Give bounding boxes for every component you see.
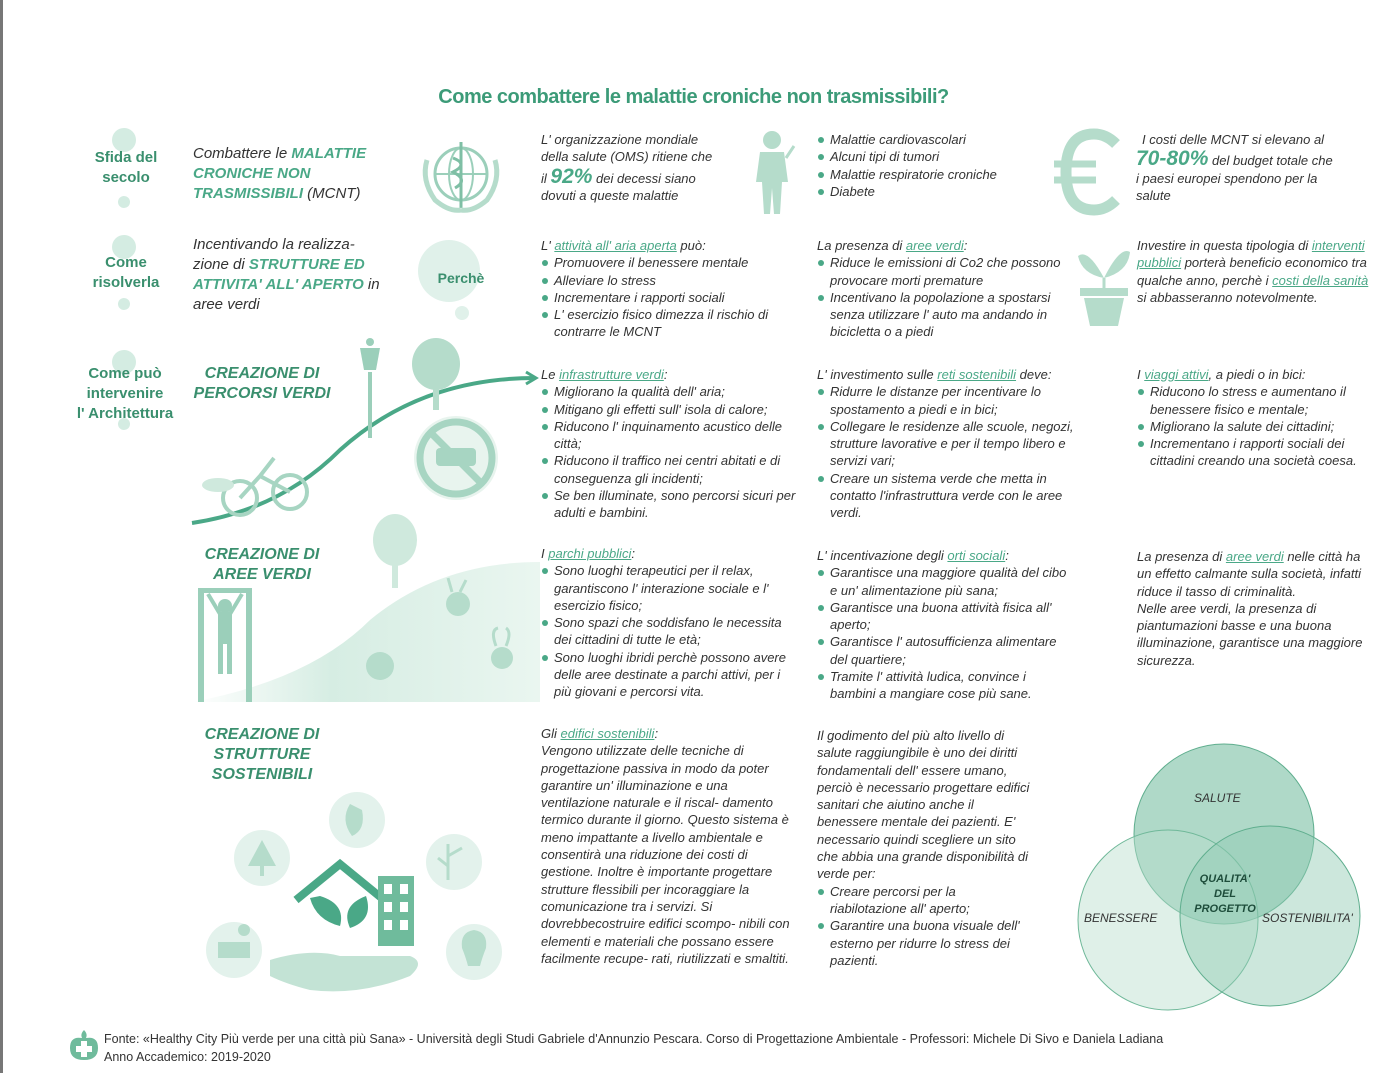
intro-text: Combattere le <box>193 145 292 162</box>
list-item: Garantisce una maggiore qualità del cibo e un' alimentazione più sana; <box>817 564 1067 599</box>
row3-heading: CREAZIONE DI PERCORSI VERDI <box>193 365 331 402</box>
list-item: Creare percorsi per la riabilotazione all' aperto; <box>817 883 1032 918</box>
text-part: , a piedi o in bici: <box>1208 367 1306 382</box>
footer <box>104 1030 1374 1066</box>
list-item: Incentivano la popolazione a spostarsi senza utilizzare l' auto ma andando in bicicletta o a piedi <box>817 289 1067 341</box>
list-item: Riducono l' inquinamento acustico delle città; <box>541 418 801 453</box>
highlight-term: attività all' aria aperta <box>554 238 677 253</box>
stage-line: Sfida del <box>94 149 158 166</box>
text-part: porterà beneficio economico tra qualche anno, perchè i <box>1137 255 1367 288</box>
list-item: Sono luoghi terapeutici per il relax, garantiscono l' interazione sociale e l' esercizio fisico; <box>541 562 799 614</box>
row2-intro <box>193 235 393 315</box>
footer-year: Anno Accademico: 2019-2020 <box>104 1050 271 1064</box>
text-part: L' <box>541 238 555 253</box>
perche-label: Perchè <box>437 270 485 286</box>
row2-col1 <box>541 237 801 341</box>
row2-col3 <box>1137 237 1369 306</box>
list-item: Tramite l' attività ludica, convince i bambini a mangiare cose più sane. <box>817 668 1067 703</box>
venn-center-line: DEL <box>1214 888 1236 900</box>
oms-emblem-icon <box>413 130 509 216</box>
highlight-term: costi della sanità <box>1272 272 1369 288</box>
venn-label-right: SOSTENIBILITA' <box>1262 911 1353 925</box>
stage-architettura <box>66 364 184 424</box>
aree-verdi-illustration <box>190 510 540 706</box>
venn-label-left: BENESSERE <box>1084 911 1158 925</box>
row3-col1 <box>541 366 801 522</box>
text-part: La presenza di <box>1137 549 1226 564</box>
text-line: I costi delle MCNT si elevano al <box>1142 132 1325 147</box>
bubble-deco <box>118 196 130 208</box>
list-item: Promuovere il benessere mentale <box>541 254 801 271</box>
left-border <box>0 0 3 1073</box>
text-line: L' organizzazione mondiale <box>541 132 699 147</box>
row5-heading: CREAZIONE DI STRUTTURE SOSTENIBILI <box>204 726 320 783</box>
euro-icon <box>1050 128 1130 216</box>
list-item: Sono luoghi ibridi perchè possono avere delle aree destinate a parchi attivi, per i più giovani e percorsi vita. <box>541 649 799 701</box>
intro-text: (MCNT) <box>303 185 361 202</box>
text-part: si abbasseranno notevolmente. <box>1137 289 1318 305</box>
text-part: può: <box>676 238 706 253</box>
intro-text: Incentivando la realizza- zione di <box>193 236 355 273</box>
stage-line: Come può <box>88 365 162 382</box>
row5-col2 <box>817 727 1032 969</box>
intro-bold: MALATTIE CRONICHE NON TRASMISSIBILI <box>193 145 367 202</box>
list-item: Riduce le emissioni di Co2 che possono provocare morti premature <box>817 254 1067 289</box>
text-part: Gli <box>541 726 561 741</box>
row2-col2 <box>817 237 1067 341</box>
list-item: Creare un sistema verde che metta in contatto l'infrastruttura verde con le aree verdi. <box>817 470 1079 522</box>
plant-pot-icon <box>1076 238 1132 328</box>
no-car-icon <box>414 416 498 500</box>
stage-line: l' Architettura <box>76 405 174 422</box>
list-item: Se ben illuminate, sono percorsi sicuri per adulti e bambini. <box>541 487 801 522</box>
list-item: Alleviare lo stress <box>541 272 801 289</box>
text-part: Investire in questa tipologia di <box>1137 238 1312 253</box>
row1-oms <box>541 131 761 204</box>
list-item: Mitigano gli effetti sull' isola di calore; <box>541 401 801 418</box>
highlight-term: reti sostenibili <box>937 367 1017 382</box>
list-item: Riducono lo stress e aumentano il benessere fisico e mentale; <box>1137 383 1369 418</box>
list-item: Incrementare i rapporti sociali <box>541 289 801 306</box>
row1-intro <box>193 144 403 204</box>
text-part: dei decessi siano <box>592 170 696 186</box>
highlight-term: aree verdi <box>1225 549 1284 564</box>
venn-label-center <box>1180 872 1270 917</box>
row4-col1 <box>541 545 799 701</box>
stage-line: secolo <box>102 169 150 186</box>
row4-col2 <box>817 547 1067 703</box>
list-item: Ridurre le distanze per incentivare lo spostamento a piedi e in bici; <box>817 383 1079 418</box>
venn-label-top: SALUTE <box>1194 791 1241 805</box>
highlight-term: edifici sostenibili <box>560 726 655 741</box>
stage-come <box>70 253 182 293</box>
bubble-deco <box>118 298 130 310</box>
row3-col3 <box>1137 366 1369 470</box>
percorsi-illustration <box>190 330 540 530</box>
text-part: nelle città ha un effetto calmante sulla società, infatti riduce il tasso di criminalità. <box>1137 549 1362 599</box>
disease-item: Malattie respiratorie croniche <box>817 166 1047 183</box>
footer-source: Fonte: «Healthy City Più verde per una città più Sana» - Università degli Studi Gabriele d'Annunzio Pescara. Corso di Progettazione Ambientale - Professori: Michele Di Sivo e Daniela Ladiana <box>104 1032 1164 1046</box>
disease-item: Diabete <box>817 183 1047 200</box>
human-silhouette-icon <box>752 128 798 216</box>
highlight-term: infrastrutture verdi <box>559 367 664 382</box>
eco-house-icon <box>270 864 418 991</box>
stage-line: Come <box>105 254 147 271</box>
highlight-term: parchi pubblici <box>548 546 632 561</box>
row1-costs <box>1136 131 1376 204</box>
list-item: L' esercizio fisico dimezza il rischio di contrarre le MCNT <box>541 306 801 341</box>
text-part: il <box>541 170 551 186</box>
bubble-deco <box>455 306 469 320</box>
row5-col1 <box>541 725 791 967</box>
list-item: Garantire una buona visuale dell' esterno per ridurre lo stress dei pazienti. <box>817 917 1032 969</box>
disease-item: Alcuni tipi di tumori <box>817 148 1047 165</box>
row1-diseases <box>817 131 1047 200</box>
sustainable-illustration <box>190 780 530 1005</box>
text-part: : <box>654 726 659 741</box>
text-part: : <box>1005 548 1009 563</box>
exercise-person-icon <box>198 588 252 702</box>
list-item: Riducono il traffico nei centri abitati e di conseguenza gli incidenti; <box>541 452 801 487</box>
stage-line: risolverla <box>92 274 160 291</box>
text-line: della salute (OMS) ritiene che <box>541 149 713 165</box>
highlight-term: aree verdi <box>905 238 964 253</box>
text-part: Le <box>541 367 560 382</box>
text-paragraph: Vengono utilizzate delle tecniche di progettazione passiva in modo da poter garantire un' illuminazione e una ventilazione naturale e il riscal- damento termico durante il giorno. Questo sistema è meno impattante a livello ambientale e consentirà una riduzione dei costi di gestione. Inoltre è importante progettare strutture flessibili per incoraggiare la comunicazione tra i servizi. Si dovrebbecostruire edifici scompo- nibili con elementi e materiali che possano essere facilmente recupe- rati, riutilizzati e smaltiti. <box>541 743 790 966</box>
venn-center-line: PROGETTO <box>1194 903 1256 915</box>
text-line: salute <box>1136 187 1171 203</box>
list-item: Sono spazi che soddisfano le necessita dei cittadini di tutte le età; <box>541 614 799 649</box>
highlight-term: viaggi attivi <box>1144 367 1209 382</box>
page-title: Come combattere le malattie croniche non trasmissibili? <box>438 86 949 108</box>
list-item: Garantisce l' autosufficienza alimentare del quartiere; <box>817 633 1067 668</box>
stage-line: intervenire <box>86 385 164 402</box>
footer-logo-icon <box>68 1028 100 1062</box>
text-line: dovuti a queste malattie <box>541 187 679 203</box>
list-item: Migliorano la qualità dell' aria; <box>541 383 801 400</box>
disease-item: Malattie cardiovascolari <box>817 131 1047 148</box>
stage-sfida <box>70 148 182 188</box>
list-item: Collegare le residenze alle scuole, negozi, strutture lavorative e per il tempo libero e servizi vari; <box>817 418 1079 470</box>
text-part: I <box>1137 367 1145 382</box>
intro-bold: STRUTTURE ED ATTIVITA' ALL' APERTO <box>193 256 365 293</box>
highlight-term: orti sociali <box>947 548 1006 563</box>
big-number: 92% <box>550 164 593 188</box>
big-number: 70-80% <box>1136 147 1209 171</box>
row4-col3 <box>1137 548 1372 669</box>
text-part: L' incentivazione degli <box>817 548 948 563</box>
text-part: La presenza di <box>817 238 906 253</box>
list-item: Garantisce una buona attività fisica all' aperto; <box>817 599 1067 634</box>
text-part: L' investimento sulle <box>817 367 938 382</box>
row4-heading: CREAZIONE DI AREE VERDI <box>204 546 320 583</box>
text-part: I <box>541 546 549 561</box>
text-part: : <box>963 238 968 253</box>
venn-center-line: QUALITA' <box>1199 873 1251 885</box>
row3-col2 <box>817 366 1079 522</box>
text-part: : <box>631 546 635 561</box>
text-paragraph: Il godimento del più alto livello di salute raggiungibile è uno dei diritti fondamentali dell' essere umano, perciò è necessario progettare edifici sanitari che aiutino anche il benessere mentale dei pazienti. E' necessario quindi scegliere un sito che abbia una grande disponibilità di verde per: <box>817 728 1030 882</box>
list-item: Migliorano la salute dei cittadini; <box>1137 418 1369 435</box>
text-line: i paesi europei spendono per la <box>1136 170 1318 186</box>
text-part: del budget totale che <box>1208 153 1333 169</box>
highlight-term: interventi pubblici <box>1137 238 1365 271</box>
text-paragraph: Nelle aree verdi, la presenza di piantumazioni basse e una buona illuminazione, garantisce una maggiore sicurezza. <box>1137 600 1363 668</box>
text-part: deve: <box>1016 367 1052 382</box>
list-item: Incrementano i rapporti sociali dei cittadini creando una società coesa. <box>1137 435 1369 470</box>
text-part: : <box>663 367 668 382</box>
intro-text: in aree verdi <box>193 276 380 313</box>
tree-icon <box>373 514 417 588</box>
